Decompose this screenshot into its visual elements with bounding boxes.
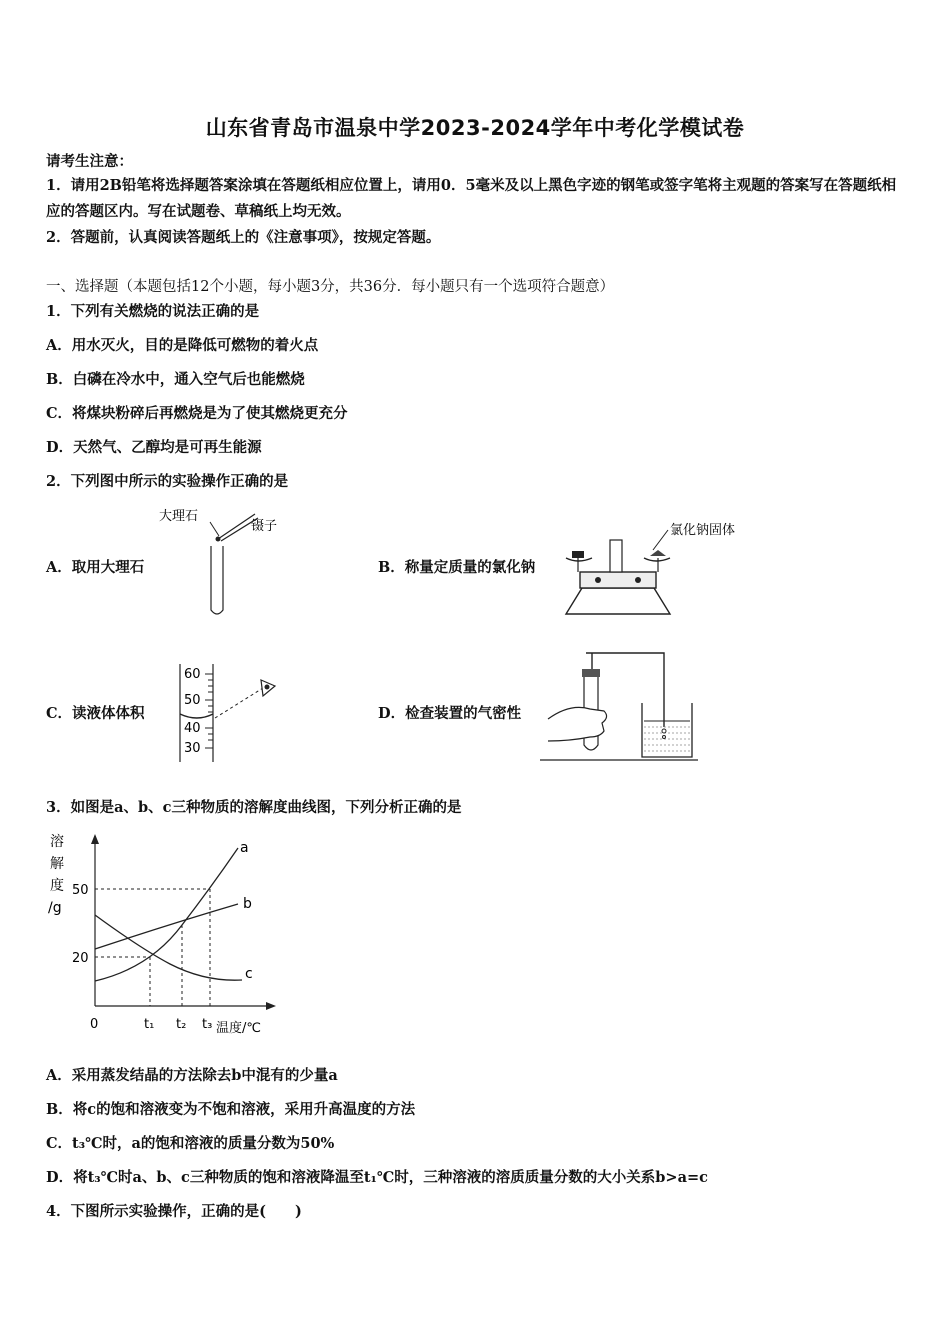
y-tick-50: 50 [72,883,89,898]
x-axis-label: 温度/℃ [216,1021,261,1036]
q2-option-a: A．取用大理石 [46,559,145,576]
label-tweezers: 镊子 [251,519,278,534]
q2-option-b: B．称量定质量的氯化钠 [378,559,536,576]
x-tick-t1: t₁ [144,1017,155,1032]
y-axis-label-4: /g [48,900,62,916]
label-sodium-chloride: 氯化钠固体 [670,523,736,538]
q3-option-a: A．采用蒸发结晶的方法除去b中混有的少量a [46,1067,338,1084]
q3-option-c: C．t₃℃时，a的饱和溶液的质量分数为50% [46,1135,335,1152]
notice-heading: 请考生注意： [46,153,133,170]
tick-40: 40 [184,721,201,736]
y-axis-label-2: 解 [50,856,64,872]
q4-stem: 4．下图所示实验操作，正确的是( ) [46,1203,302,1220]
page-title: 山东省青岛市温泉中学2023-2024学年中考化学模试卷 [205,116,745,140]
origin-label: 0 [90,1017,99,1032]
figure-graduated-cylinder [175,662,285,766]
q3-option-b: B．将c的饱和溶液变为不饱和溶液，采用升高温度的方法 [46,1101,416,1118]
tick-50: 50 [184,693,201,708]
x-tick-t2: t₂ [176,1017,187,1032]
q2-option-c: C．读液体体积 [46,705,145,722]
x-tick-t3: t₃ [202,1017,213,1032]
q3-stem: 3．如图是a、b、c三种物质的溶解度曲线图，下列分析正确的是 [46,799,462,816]
y-axis-label-1: 溶 [50,834,64,850]
q1-option-d: D．天然气、乙醇均是可再生能源 [46,439,262,456]
q2-option-d: D．检查装置的气密性 [378,705,522,722]
figure-airtightness-check [540,645,700,765]
figure-test-tube-tweezers [155,502,295,620]
curve-b-label: b [243,896,252,912]
curve-a-label: a [240,840,249,856]
label-marble: 大理石 [159,509,199,524]
q1-option-a: A．用水灭火，目的是降低可燃物的着火点 [46,337,319,354]
tick-30: 30 [184,741,201,756]
curve-c-label: c [245,966,253,982]
q2-stem: 2．下列图中所示的实验操作正确的是 [46,473,289,490]
solubility-curve-chart [40,828,280,1040]
y-tick-20: 20 [72,951,89,966]
notice-item-2: 2．答题前，认真阅读答题纸上的《注意事项》，按规定答题。 [46,229,441,246]
tick-60: 60 [184,667,201,682]
curve-a [95,848,238,981]
q1-option-b: B．白磷在冷水中，通入空气后也能燃烧 [46,371,305,388]
notice-item-1: 1．请用2B铅笔将选择题答案涂填在答题纸相应位置上，请用0．5毫米及以上黑色字迹的钢笔或签字笔将主观题的答案写在答题纸相应的答题区内。写在试题卷、草稿纸上均无效。 [46,177,897,220]
q1-option-c: C．将煤块粉碎后再燃烧是为了使其燃烧更充分 [46,405,348,422]
q1-stem: 1．下列有关燃烧的说法正确的是 [46,303,260,320]
q3-option-d: D．将t₃℃时a、b、c三种物质的饱和溶液降温至t₁℃时，三种溶液的溶质质量分数的大小关系b>a=c [46,1169,708,1186]
y-axis-label-3: 度 [50,878,64,894]
section-heading: 一、选择题（本题包括12个小题，每小题3分，共36分．每小题只有一个选项符合题意） [46,279,615,295]
figure-balance [558,518,748,620]
